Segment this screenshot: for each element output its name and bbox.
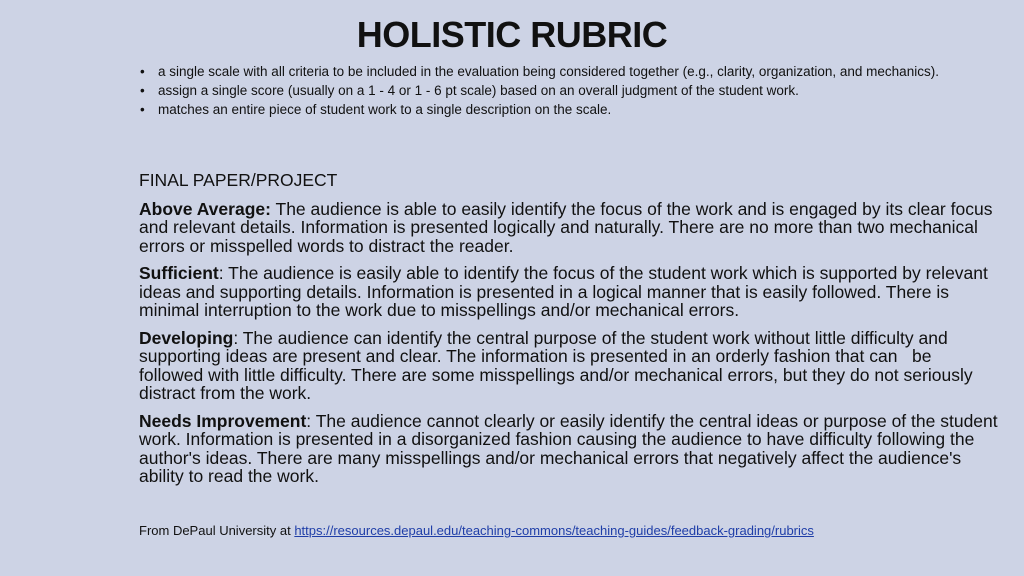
bullet-dot-icon: • bbox=[140, 64, 145, 79]
bullet-dot-icon: • bbox=[140, 83, 145, 98]
bullet-item bbox=[138, 102, 988, 118]
rubric-body bbox=[139, 171, 999, 495]
source-link[interactable]: https://resources.depaul.edu/teaching-commons/teaching-guides/feedback-grading/rubrics bbox=[294, 523, 814, 538]
level-description: : The audience is easily able to identify the focus of the student work which is supported by relevant ideas and supporting details. Information is presented in a logical manner that is easily followed. There is minimal interruption to the work due to misspellings and/or mechanical errors. bbox=[139, 263, 988, 320]
bullet-text: a single scale with all criteria to be included in the evaluation being considered together (e.g., clarity, organization, and mechanics). bbox=[158, 64, 939, 79]
level-description: : The audience can identify the central purpose of the student work without little difficulty and supporting ideas are present and clear. The information is presented in an orderly fashion that can be followed with little difficulty. There are some misspellings and/or mechanical errors, but they do not seriously distract from the work. bbox=[139, 327, 978, 403]
source-prefix: From DePaul University at bbox=[139, 523, 295, 538]
source-citation bbox=[139, 523, 814, 539]
rubric-level-above-average bbox=[139, 200, 999, 256]
bullet-text: assign a single score (usually on a 1 - 4 or 1 - 6 pt scale) based on an overall judgment of the student work. bbox=[158, 83, 799, 98]
level-term: Developing bbox=[139, 327, 234, 348]
bullet-text: matches an entire piece of student work to a single description on the scale. bbox=[158, 102, 612, 117]
level-term: Needs Improvement bbox=[139, 410, 307, 431]
rubric-level-developing bbox=[139, 329, 999, 403]
bullet-item bbox=[138, 64, 988, 80]
level-term: Sufficient bbox=[139, 263, 219, 283]
level-description: The audience is able to easily identify the focus of the work and is engaged by its clear focus and relevant details. Information is presented logically and naturally. There are no more than two mechanical errors or misspelled words to distract the reader. bbox=[139, 198, 993, 256]
section-heading: FINAL PAPER/PROJECT bbox=[139, 170, 338, 190]
bullet-list bbox=[138, 64, 988, 121]
rubric-level-sufficient bbox=[139, 264, 999, 320]
rubric-level-needs-improvement bbox=[139, 412, 999, 486]
slide-title: HOLISTIC RUBRIC bbox=[356, 14, 668, 55]
level-description: : The audience cannot clearly or easily identify the central ideas or purpose of the student work. Information is presented in a disorganized fashion causing the audience to have difficulty following the author's ideas. There are many misspellings and/or mechanical errors that negatively affect the audience's ability to read the work. bbox=[139, 410, 998, 486]
bullet-dot-icon: • bbox=[140, 102, 145, 117]
bullet-item bbox=[138, 83, 988, 99]
level-term: Above Average: bbox=[139, 198, 271, 219]
